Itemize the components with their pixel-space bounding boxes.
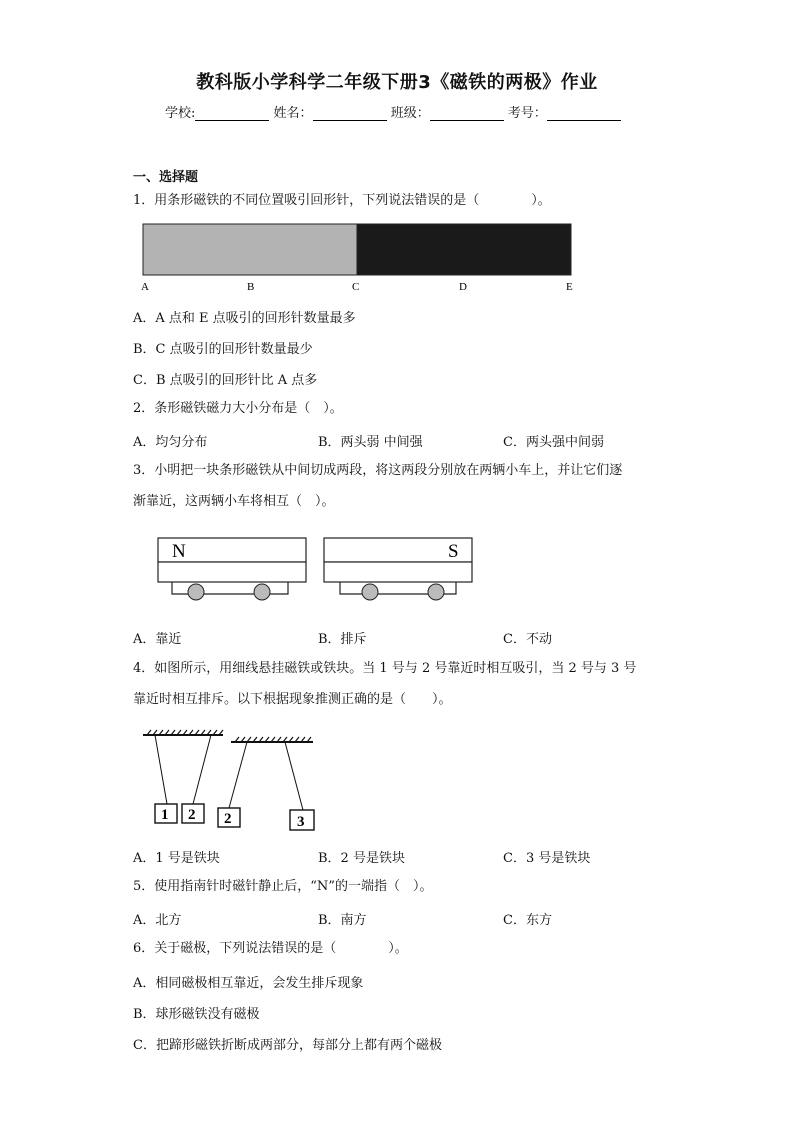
bar-magnet-figure	[133, 222, 583, 294]
q5-option-b[interactable]: B．南方	[318, 913, 367, 928]
q5-option-c[interactable]: C．东方	[503, 913, 552, 928]
bar-label-b: B	[247, 281, 255, 293]
school-label: 学校:	[165, 106, 196, 121]
q2-option-c[interactable]: C．两头强中间弱	[503, 435, 604, 450]
number-blank	[547, 106, 621, 121]
bar-magnet-dark-half	[357, 224, 571, 275]
q4-option-b[interactable]: B．2 号是铁块	[318, 851, 405, 866]
q6-option-b[interactable]: B．球形磁铁没有磁极	[133, 1007, 260, 1022]
right-cart-wheel-1	[362, 584, 378, 600]
right-cart-body	[324, 562, 472, 582]
q3-option-b[interactable]: B．排斥	[318, 632, 367, 647]
block-3-label: 3	[297, 814, 305, 830]
block-1-label: 1	[161, 807, 169, 823]
north-pole-label: N	[172, 541, 186, 562]
south-pole-label: S	[448, 541, 459, 562]
question-3-stem-line1: 3．小明把一块条形磁铁从中间切成两段，将这两段分别放在两辆小车上，并让它们逐	[133, 463, 623, 478]
block-2-left-label: 2	[188, 807, 196, 823]
bar-label-e: E	[566, 281, 573, 293]
q2-option-b[interactable]: B．两头弱 中间强	[318, 435, 423, 450]
section-title: 一、选择题	[133, 170, 199, 185]
question-4-stem-line2: 靠近时相互排斥。以下根据现象推测正确的是（ ）。	[133, 692, 452, 707]
question-2-stem: 2．条形磁铁磁力大小分布是（ ）。	[133, 401, 343, 416]
thread-1	[155, 735, 167, 804]
bar-label-a: A	[141, 281, 149, 293]
question-4-stem-line1: 4．如图所示，用细线悬挂磁铁或铁块。当 1 号与 2 号靠近时相互吸引，当 2 号与 3 号	[133, 661, 637, 676]
thread-2-left	[193, 735, 211, 804]
class-blank	[430, 106, 504, 121]
q4-option-a[interactable]: A．1 号是铁块	[133, 851, 220, 866]
thread-3	[285, 742, 303, 810]
page-title: 教科版小学科学二年级下册3《磁铁的两极》作业	[196, 72, 598, 93]
q1-option-a[interactable]: A．A 点和 E 点吸引的回形针数量最多	[133, 311, 356, 326]
question-3-stem-line2: 渐靠近，这两辆小车将相互（ ）。	[133, 494, 335, 509]
q1-option-b[interactable]: B．C 点吸引的回形针数量最少	[133, 342, 313, 357]
left-cart-wheel-1	[188, 584, 204, 600]
q4-option-c[interactable]: C．3 号是铁块	[503, 851, 591, 866]
thread-2-right	[229, 742, 247, 808]
bar-magnet-light-half	[143, 224, 357, 275]
q6-option-c[interactable]: C．把蹄形磁铁折断成两部分，每部分上都有两个磁极	[133, 1038, 442, 1053]
q3-option-a[interactable]: A．靠近	[133, 632, 182, 647]
magnet-carts-figure	[150, 534, 480, 606]
student-info-line	[165, 102, 621, 121]
school-blank	[195, 106, 269, 121]
question-6-stem: 6．关于磁极，下列说法错误的是（ ）。	[133, 941, 408, 956]
question-5-stem: 5．使用指南针时磁针静止后，“N”的一端指（ ）。	[133, 879, 433, 894]
right-cart-wheel-2	[428, 584, 444, 600]
name-label: 姓名：	[273, 106, 313, 121]
bar-label-d: D	[459, 281, 467, 293]
class-label: 班级：	[390, 106, 430, 121]
q6-option-a[interactable]: A．相同磁极相互靠近，会发生排斥现象	[133, 976, 364, 991]
hanging-blocks-figure	[135, 728, 325, 834]
number-label: 考号：	[507, 106, 547, 121]
left-cart-wheel-2	[254, 584, 270, 600]
bar-label-c: C	[352, 281, 360, 293]
q1-option-c[interactable]: C．B 点吸引的回形针比 A 点多	[133, 373, 318, 388]
q2-option-a[interactable]: A．均匀分布	[133, 435, 208, 450]
question-1-stem: 1．用条形磁铁的不同位置吸引回形针，下列说法错误的是（ ）。	[133, 193, 551, 208]
name-blank	[313, 106, 387, 121]
q3-option-c[interactable]: C．不动	[503, 632, 552, 647]
block-2-right-label: 2	[224, 811, 232, 827]
left-cart-body	[158, 562, 306, 582]
q5-option-a[interactable]: A．北方	[133, 913, 182, 928]
